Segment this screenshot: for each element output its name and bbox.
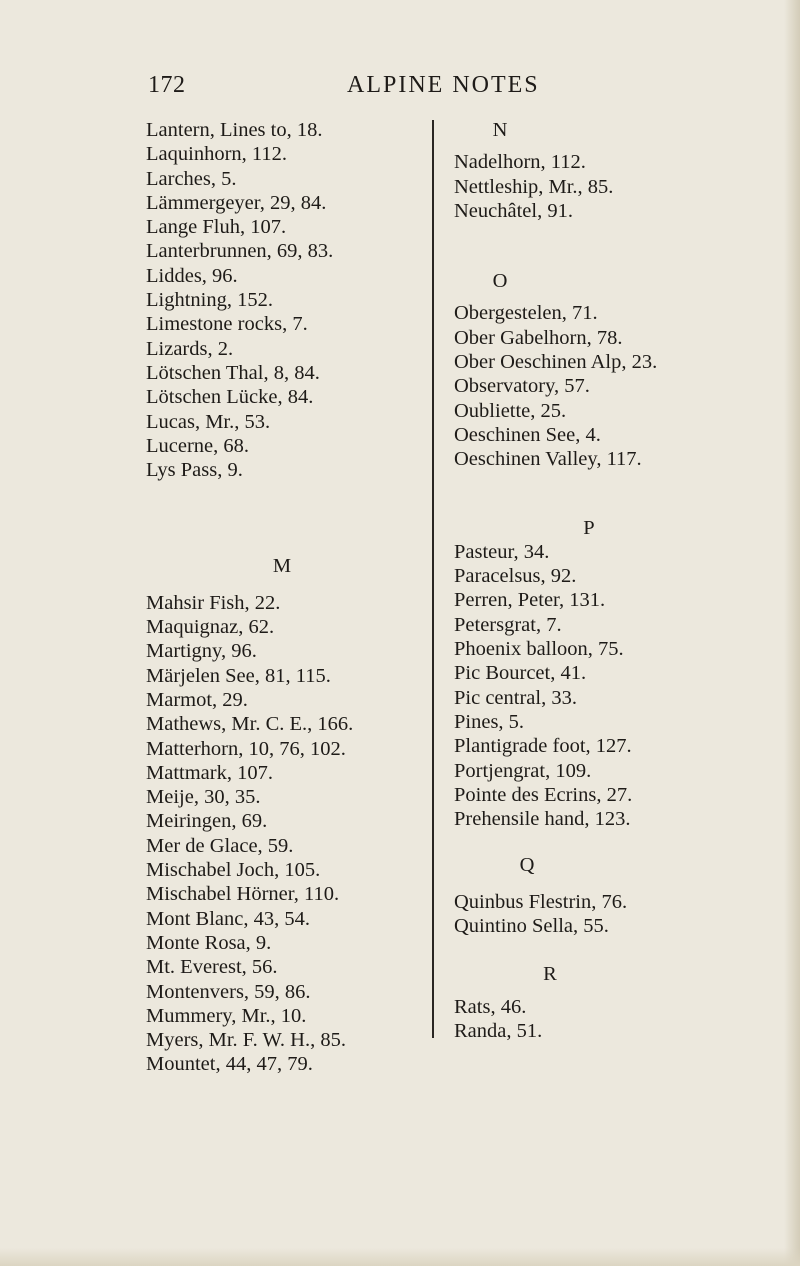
index-entry: Ober Oeschinen Alp, 23. [454,351,658,374]
index-section-l [146,118,426,482]
index-section-o [454,269,754,471]
index-section-r [454,962,754,1043]
index-entry: Martigny, 96. [146,640,257,663]
index-entry: Lämmergeyer, 29, 84. [146,191,327,214]
running-header [0,72,800,106]
index-entry: Pines, 5. [454,710,525,733]
index-entry: Quinbus Flestrin, 76. [454,890,628,913]
index-entry: Pointe des Ecrins, 27. [454,783,633,806]
index-entry: Ober Gabelhorn, 78. [454,326,623,349]
index-entry: Pic central, 33. [454,686,577,709]
index-entry: Mischabel Joch, 105. [146,859,321,882]
index-entry: Lizards, 2. [146,337,234,360]
index-entry: Mummery, Mr., 10. [146,1004,307,1027]
index-entry: Prehensile hand, 123. [454,808,631,831]
index-entry: Pic Bourcet, 41. [454,662,587,685]
section-letter-r: R [543,963,557,986]
index-column-left [146,118,426,1077]
index-entry: Myers, Mr. F. W. H., 85. [146,1029,346,1052]
index-entry: Märjelen See, 81, 115. [146,664,331,687]
index-entry: Nadelhorn, 112. [454,151,586,174]
index-entry: Liddes, 96. [146,264,238,287]
index-entry: Mt. Everest, 56. [146,956,278,979]
page-number: 172 [148,72,186,98]
index-column-right [454,118,754,1043]
index-entry: Laquinhorn, 112. [146,143,288,166]
index-entry: Mahsir Fish, 22. [146,591,281,614]
index-entry: Lanterbrunnen, 69, 83. [146,240,334,263]
running-title: ALPINE NOTES [347,72,540,98]
index-entry: Lucas, Mr., 53. [146,410,271,433]
index-entry: Neuchâtel, 91. [454,199,573,222]
index-entry: Lightning, 152. [146,289,273,312]
index-entry: Maquignaz, 62. [146,616,275,639]
index-entry: Oeschinen See, 4. [454,423,601,446]
index-entry: Mont Blanc, 43, 54. [146,907,310,930]
index-entry: Petersgrat, 7. [454,613,562,636]
index-entry: Plantigrade foot, 127. [454,735,632,758]
index-entry: Lantern, Lines to, 18. [146,119,323,141]
index-entry: Meiringen, 69. [146,810,268,833]
column-divider [432,120,434,1038]
index-entry: Oubliette, 25. [454,399,567,422]
index-entry: Mathews, Mr. C. E., 166. [146,713,354,736]
index-entry: Observatory, 57. [454,375,590,398]
index-entry: Obergestelen, 71. [454,302,598,325]
index-entry: Lucerne, 68. [146,434,250,457]
index-entry: Larches, 5. [146,167,237,190]
section-letter-o: O [492,270,508,293]
index-entry: Mer de Glace, 59. [146,834,294,857]
section-letter-q: Q [519,854,535,877]
index-entry: Rats, 46. [454,995,527,1018]
section-letter-m: M [272,555,292,578]
index-section-p [454,516,754,832]
index-entry: Mattmark, 107. [146,761,273,784]
index-entry: Meije, 30, 35. [146,786,261,809]
index-entry: Lange Fluh, 107. [146,216,287,239]
index-entry: Marmot, 29. [146,688,248,711]
page-edge-shadow [784,0,800,1266]
index-section-q [454,853,754,938]
index-entry: Lötschen Thal, 8, 84. [146,361,320,384]
index-entry: Quintino Sella, 55. [454,915,609,938]
section-letter-n: N [492,119,508,141]
index-entry: Oeschinen Valley, 117. [454,448,642,471]
index-entry: Paracelsus, 92. [454,565,577,588]
index-entry: Pasteur, 34. [454,540,550,563]
index-entry: Limestone rocks, 7. [146,313,308,336]
section-letter-p: P [583,516,595,539]
page-bottom-edge [0,1248,800,1266]
index-entry: Randa, 51. [454,1019,543,1042]
index-entry: Lötschen Lücke, 84. [146,386,314,409]
index-entry: Mischabel Hörner, 110. [146,883,340,906]
index-entry: Mountet, 44, 47, 79. [146,1053,313,1076]
index-entry: Portjengrat, 109. [454,759,592,782]
index-entry: Nettleship, Mr., 85. [454,175,614,198]
index-entry: Matterhorn, 10, 76, 102. [146,737,346,760]
index-section-n [454,118,754,223]
index-section-m [146,554,426,1076]
index-entry: Perren, Peter, 131. [454,589,606,612]
index-entry: Monte Rosa, 9. [146,931,272,954]
index-entry: Phoenix balloon, 75. [454,638,624,661]
index-entry: Montenvers, 59, 86. [146,980,311,1003]
index-entry: Lys Pass, 9. [146,459,243,482]
